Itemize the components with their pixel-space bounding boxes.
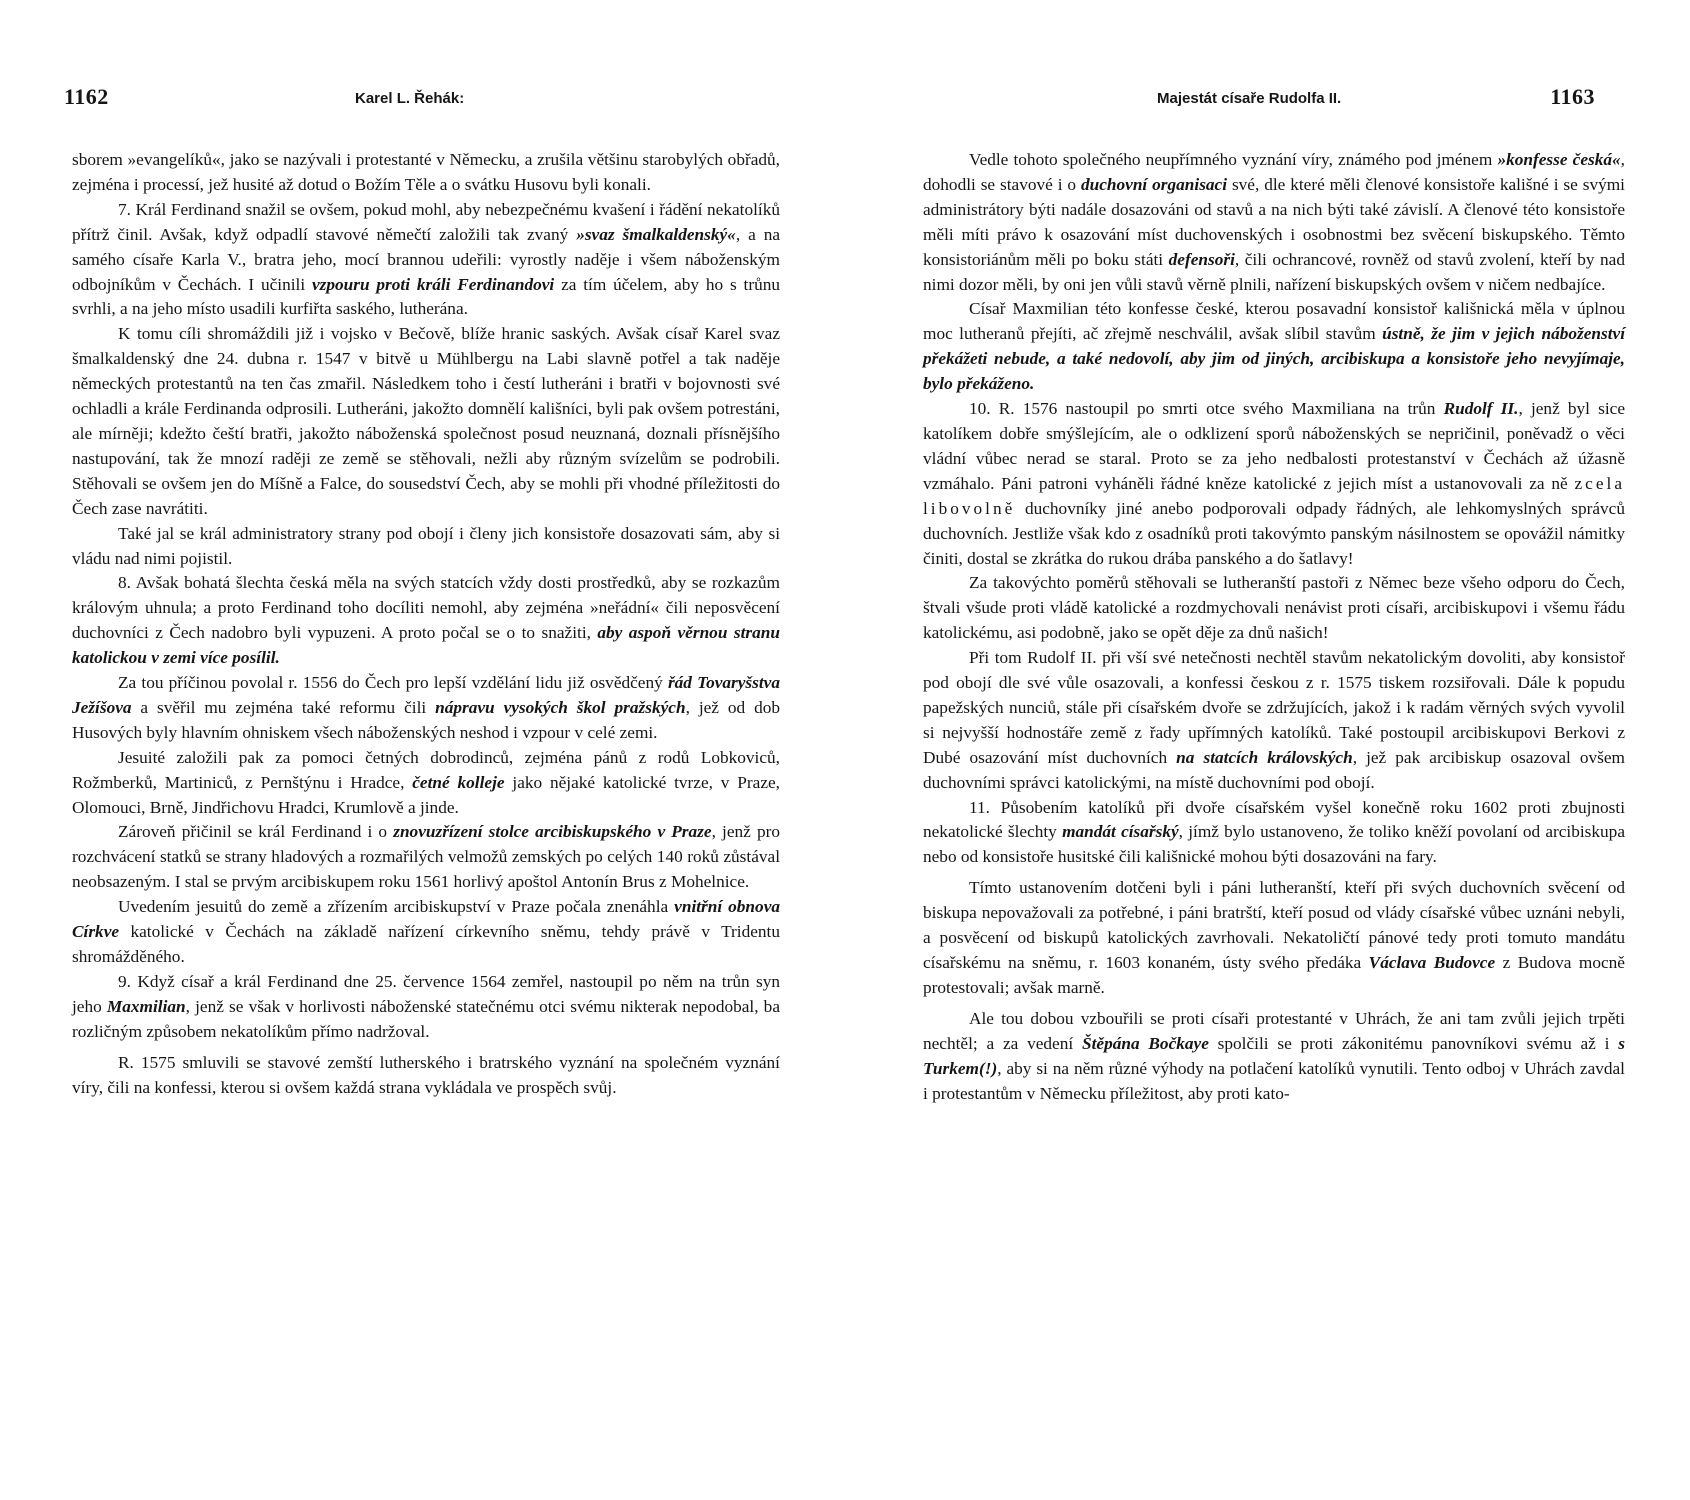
emphasis-text: aby aspoň věrnou stranu katolickou v zemi více posílil. bbox=[72, 623, 780, 668]
paragraph bbox=[923, 148, 1625, 297]
text-run: , dohodli se stavové i o bbox=[923, 150, 1625, 194]
text-run: 7. Král Ferdinand snažil se ovšem, pokud mohl, aby nebezpečnému kvašení i řádění nekatolíků přítrž činil. Avšak, když odpadlí stavové němečtí založili tak zvaný bbox=[72, 199, 780, 244]
emphasis-text: vnitřní obnova Církve bbox=[72, 897, 780, 942]
text-run: 11. Působením katolíků při dvoře císařském vyšel konečně roku 1602 proti zbujnosti nekatolické šlechty bbox=[923, 797, 1625, 842]
emphasis-text: s Turkem(!) bbox=[923, 1033, 1625, 1078]
text-run: , jenž se však v horlivosti náboženské statečnému otci svému nikterak nepodobal, ba rozličným způsobem nekatolíkům přímo nadržoval. bbox=[72, 996, 780, 1041]
text-run: Za takovýchto poměrů stěhovali se lutheranští pastoři z Němec beze všeho odporu do Čech, štvali všude proti vládě katolické a rozdmychovali nenávist proti císaři, arcibiskupovi i všemu řádu katolickému, asi podobně, jako se opět děje za dnů našich! bbox=[923, 573, 1625, 643]
paragraph bbox=[72, 1051, 780, 1101]
text-run: Vedle tohoto společného neupřímného vyznání víry, známého pod jménem bbox=[969, 150, 1498, 169]
text-run: 8. Avšak bohatá šlechta česká měla na svých statcích vždy dosti prostředků, aby se rozkazům královým uhnula; a proto Ferdinand toho docíliti nemohl, aby zejména »neřádní« čili neposvěcení duchovníci z Čech nadobro byli vypuzeni. A proto počal se o to snažiti, bbox=[72, 573, 780, 643]
text-run: , a na samého císaře Karla V., bratra jeho, mocí brannou udeřili: vyrostly naděje i všem náboženským odbojníkům v Čechách. I učinili bbox=[72, 224, 780, 294]
paragraph bbox=[72, 322, 780, 521]
paragraph bbox=[72, 522, 780, 572]
text-run: Za tou příčinou povolal r. 1556 do Čech pro lepší vzdělání lidu již osvědčený bbox=[118, 673, 668, 693]
text-run: za tím účelem, aby ho s trůnu svrhli, a na jeho místo usadili kurfiřta saského, lutherána. bbox=[72, 274, 780, 319]
emphasis-text: »konfesse česká« bbox=[1497, 150, 1621, 169]
emphasis-text: Václava Budovce bbox=[1368, 953, 1496, 972]
left-running-head bbox=[0, 84, 845, 124]
text-run: 9. Když císař a král Ferdinand dne 25. července 1564 zemřel, nastoupil po něm na trůn syn jeho bbox=[72, 971, 780, 1016]
text-run: , jímž bylo ustanoveno, že toliko kněží povolaní od arcibiskupa nebo od konsistoře husitské čili kališnické mohou býti dosazováni na fary. bbox=[923, 822, 1625, 867]
paragraph bbox=[72, 198, 780, 323]
paragraph bbox=[923, 876, 1625, 1001]
text-run: , jež od dob Husových byly hlavním ohniskem všech náboženských neshod i vzpour v celé zemi. bbox=[72, 697, 781, 742]
emphasis-text: »svaz šmalkaldenský« bbox=[576, 224, 736, 244]
emphasis-text: na statcích královských bbox=[1176, 747, 1353, 767]
text-run: jako nějaké katolické tvrze, v Praze, Olomouci, Brně, Jindřichovu Hradci, Krumlově a jinde. bbox=[72, 772, 780, 817]
emphasis-text: znovuzřízení stolce arcibiskupského v Praze bbox=[393, 822, 712, 842]
text-run: Uvedením jesuitů do země a zřízením arcibiskupství v Praze počala znenáhla bbox=[118, 897, 675, 917]
text-run: své, dle které měli členové konsistoře kališné i se svými administrátory býti nadále dosazováni od stavů a na nich býti také závislí. A členové této konsistoře měli míti právo k osazování míst duchovenských i osobnostmi bez svěcení biskupského. Těmto konsistoriánům měli po boku státi bbox=[923, 174, 1625, 269]
paragraph bbox=[72, 820, 780, 895]
text-run: z Budova mocně protestovali; avšak marně. bbox=[923, 953, 1625, 997]
paragraph bbox=[72, 148, 780, 198]
left-page-number: 1162 bbox=[64, 84, 109, 109]
paragraph bbox=[923, 1007, 1625, 1107]
left-body-text bbox=[72, 148, 780, 1100]
emphasis-text: defensoři bbox=[1168, 249, 1235, 269]
emphasis-text: Rudolf II. bbox=[1443, 399, 1519, 419]
text-run: spolčili se proti zákonitému panovníkovi svému až i bbox=[1208, 1033, 1619, 1053]
text-run: Jesuité založili pak za pomoci četných dobrodinců, zejména pánů z rodů Lobkoviců, Rožmberků, Martiniců, z Pernštýnu i Hradce, bbox=[72, 747, 780, 792]
paragraph bbox=[923, 571, 1625, 646]
spaced-text: zcela libovolně bbox=[923, 473, 1625, 518]
text-run: Při tom Rudolf II. při vší své netečnosti nechtěl stavům nekatolickým dovoliti, aby konsistoř pod obojí dle své vůle osazovali, a konfessi českou z r. 1575 tiskem rozsiřovali. Dále k popudu papežských nunciů, stále při císařském dvoře se zdržujících, jakož i k radám věrných svých vyvolil si nejvyšší hodnostáře země z řady upřímných katolíků. Také postoupil arcibiskupovi Berkovi z Dubé osazování míst duchovních bbox=[923, 648, 1625, 767]
text-run: , jež pak arcibiskup osazoval ovšem duchovními správci katolickými, na místě duchovními pod obojí. bbox=[923, 747, 1625, 792]
text-run: duchovníky jiné anebo podporovali odpady řádných, ale lehkomyslných správců duchovních. Jestliže však kdo z osadníků proti takovýmto panským násilnostem se opovážil námitky činiti, dostal se zkrátka do rukou drába panského a do šatlavy! bbox=[923, 498, 1625, 568]
text-run: , jenž byl sice katolíkem dobře smýšlejícím, ale o odklizení sporů náboženských se nepričinil, poněvadž o věci vládní vůbec nerad se staral. Proto se za jeho nedbalosti protestanství v Čechách až úžasně vzmáhalo. Páni patroni vyháněli řádné kněze katolické z jejich míst a ustanovovali za ně bbox=[923, 399, 1625, 493]
text-run: , aby si na něm různé výhody na potlačení katolíků vynutili. Tento odboj v Uhrách zavdal i protestantům v Německu příležitost, aby proti kato- bbox=[923, 1058, 1625, 1103]
text-run: Také jal se král administratory strany pod obojí i členy jich konsistoře dosazovati sám, aby si vládu nad nimi pojistil. bbox=[72, 523, 780, 568]
paragraph bbox=[923, 646, 1625, 795]
emphasis-text: vzpouru proti králi Ferdinandovi bbox=[311, 274, 555, 294]
right-running-title: Majestát císaře Rudolfa II. bbox=[1157, 90, 1342, 107]
paragraph bbox=[923, 397, 1625, 571]
paragraph bbox=[72, 671, 780, 746]
text-run: R. 1575 smluvili se stavové zemští lutherského i bratrského vyznání na společném vyznání víry, čili na konfessi, kterou si ovšem každá strana vykládala ve prospěch svůj. bbox=[72, 1052, 780, 1097]
paragraph bbox=[923, 796, 1625, 871]
text-run: , čili ochrancové, rovněž od stavů zvolení, kteří by nad nimi dozor měli, by oni jen vůli stavů věrně plnili, nařízení biskupských ovšem v ničem nedbajíce. bbox=[923, 249, 1625, 294]
text-run: katolické v Čechách na základě nařízení církevního sněmu, tehdy právě v Tridentu shromážděného. bbox=[72, 922, 780, 966]
emphasis-text: Maxmilian bbox=[106, 996, 186, 1016]
emphasis-text: Štěpána Bočkaye bbox=[1081, 1033, 1209, 1053]
paragraph bbox=[72, 970, 780, 1045]
text-run: Tímto ustanovením dotčeni byli i páni lutheranští, kteří při svých duchovních svěcení od biskupa nepovažovali za potřebné, i páni bratrští, kteří posud od vlády císařské vůbec uznáni nebyli, a posvěcení od biskupů katolických zavrhovali. Nekatoličtí pánové tedy proti tomuto mandátu císařskému na sněmu, r. 1603 konaném, ústy svého předáka bbox=[923, 878, 1625, 972]
text-run: Zároveň přičinil se král Ferdinand i o bbox=[118, 822, 394, 842]
emphasis-text: mandát císařský bbox=[1062, 822, 1179, 842]
paragraph bbox=[923, 297, 1625, 397]
emphasis-text: řád Tovaryšstva Ježíšova bbox=[72, 673, 780, 717]
emphasis-text: ústně, že jim v jejich náboženství překážeti nebude, a také nedovolí, aby jim od jiných, arcibiskupa a konsistoře jeho nevyjímaje, bylo překáženo. bbox=[923, 324, 1626, 394]
paragraph bbox=[72, 746, 780, 821]
paragraph bbox=[72, 895, 780, 970]
text-run: 10. R. 1576 nastoupil po smrti otce svého Maxmiliana na trůn bbox=[969, 399, 1444, 419]
left-running-title: Karel L. Řehák: bbox=[355, 90, 465, 107]
text-run: sborem »evangelíků«, jako se nazývali i protestanté v Německu, a zrušila většinu starobylých obřadů, zejména i processí, jež husité až dotud o Božím Těle a o svátku Husovu byli konali. bbox=[72, 150, 780, 194]
text-run: Ale tou dobou vzbouřili se proti císaři protestanté v Uhrách, že ani tam zvůli jejich trpěti nechtěl; a za vedení bbox=[923, 1008, 1625, 1053]
emphasis-text: nápravu vysokých škol pražských bbox=[435, 697, 686, 717]
emphasis-text: duchovní organisaci bbox=[1080, 174, 1228, 194]
paragraph bbox=[72, 571, 780, 671]
right-page-number: 1163 bbox=[1550, 84, 1595, 109]
right-running-head bbox=[845, 84, 1690, 124]
text-run: K tomu cíli shromáždili již i vojsko v Bečově, blíže hranic saských. Avšak císař Karel svaz šmalkaldenský dne 24. dubna r. 1547 v bitvě u Mühlbergu na Labi slavně potřel a tak naděje německých protestantů na ten čas zmařil. Následkem toho i čestí lutheráni i bratři v bojovnosti své ochladli a krále Ferdinanda odprosili. Lutheráni, jakožto domnělí kališníci, byli pak ovšem potrestáni, ale mírněji; kdežto čeští bratři, jakožto náboženská společnost posud neuznaná, doznali přísnějšího nastupování, tak že mnozí raději ze země se stěhovali, nežli aby různým svízelům se podrobili. Stěhovali se ovšem jen do Míšně a Falce, do sousedství Čech, aby se mohli při vhodné příležitosti do Čech zase navrátiti. bbox=[72, 324, 780, 518]
text-run: a svěřil mu zejména také reformu čili bbox=[131, 697, 436, 717]
right-body-text bbox=[923, 148, 1625, 1106]
text-run: Císař Maxmilian této konfesse české, kterou posavadní konsistoř kališnická měla v úplnou moc lutheranů přejíti, ač zřejmě neschválil, avšak slíbil stavům bbox=[923, 299, 1625, 344]
emphasis-text: četné kolleje bbox=[412, 772, 505, 792]
text-run: , jenž pro rozchvácení statků se strany hladových a rozmařilých velmožů zemských po celých 140 roků zůstával neobsazeným. I stal se prvým arcibiskupem roku 1561 horlivý apoštol Antonín Brus z Mohelnice. bbox=[72, 822, 780, 892]
right-page bbox=[845, 0, 1690, 1500]
